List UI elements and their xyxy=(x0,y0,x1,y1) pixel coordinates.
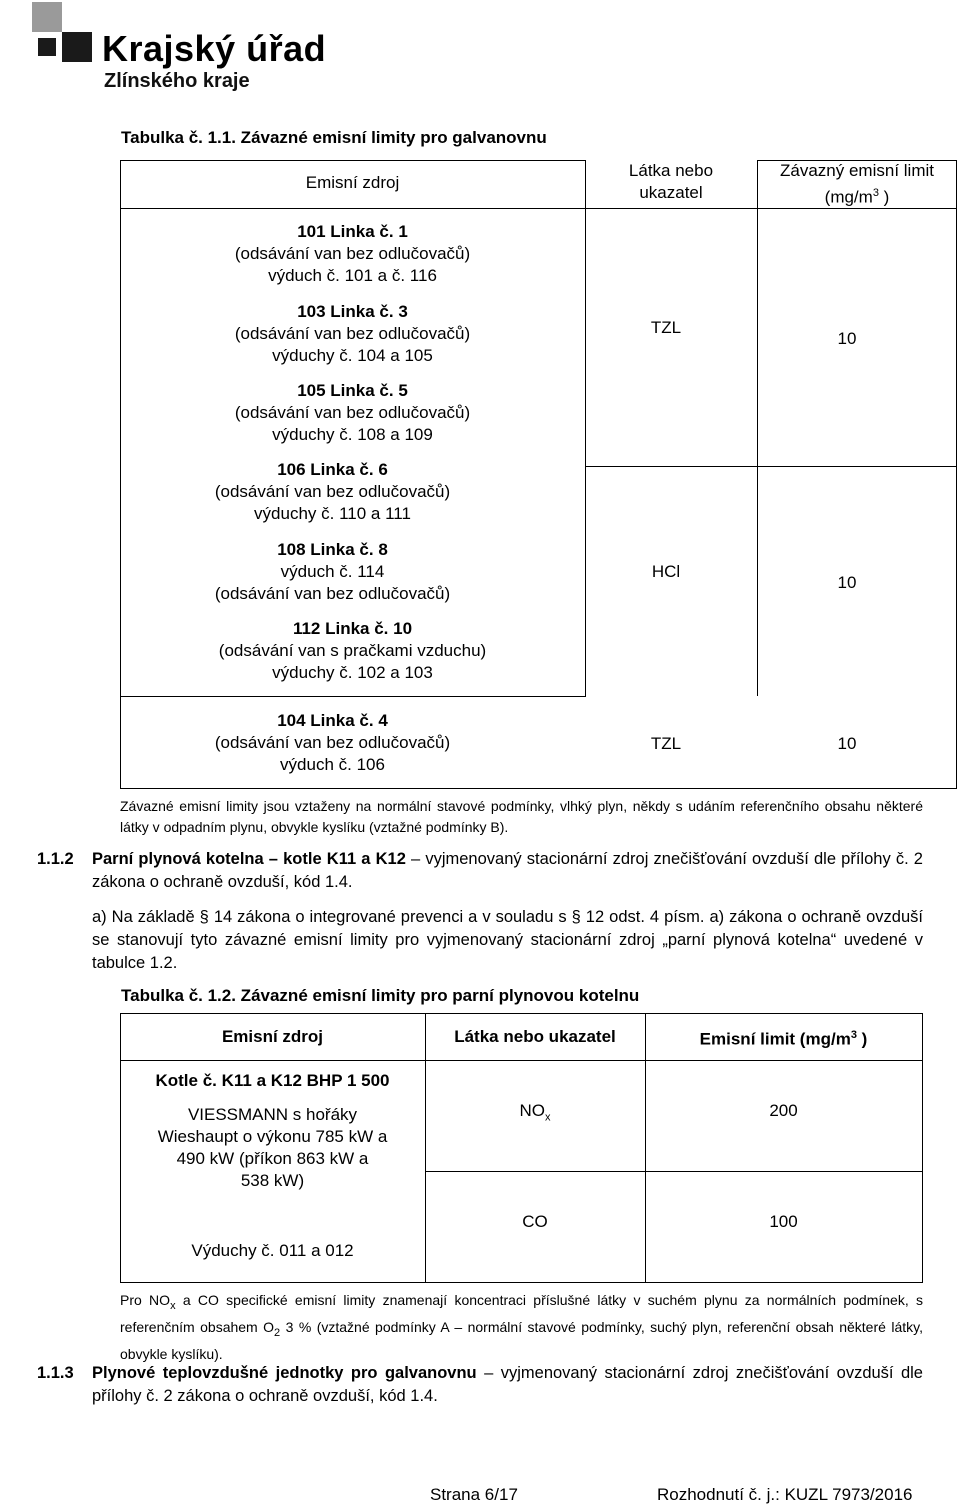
table2-row2-substance: CO xyxy=(522,1212,548,1231)
section-112-item-a: a) Na základě § 14 zákona o integrované prevenci a v souladu s § 12 odst. 4 písm. a) zákona o ochraně ovzduší se stanovují tyto závazné emisní limity pro vyjmenovaný stacionární zdroj „parní plynová kotelna“ uvedené v tabulce 1.2. xyxy=(92,908,923,972)
table1-header-limit: Závazný emisní limit ($mg/m^3$ ) xyxy=(780,161,934,207)
table2-header-source: Emisní zdroj xyxy=(221,1027,324,1046)
table1-caption: Tabulka č. 1.1. Závazné emisní limity pro galvanovnu xyxy=(121,128,547,147)
table2-caption: Tabulka č. 1.2. Závazné emisní limity pro parní plynovou kotelnu xyxy=(121,986,640,1005)
row3-limit: 10 xyxy=(837,734,857,753)
source-108: 108 Linka č. 8 výduch č. 114 (odsávání van bez odlučovačů) xyxy=(214,540,451,603)
footer-page-number: Strana 6/17 xyxy=(430,1485,518,1504)
source-101: 101 Linka č. 1 (odsávání van bez odlučovačů) výduch č. 101 a č. 116 xyxy=(234,222,471,285)
row1-limit: 10 xyxy=(837,329,857,348)
row2-limit: 10 xyxy=(837,573,857,592)
table2-source-desc: VIESSMANN s hořáky Wieshaupt o výkonu 785 kW a 490 kW (příkon 863 kW a 538 kW) xyxy=(157,1105,388,1190)
section-113-text: Plynové teplovzdušné jednotky pro galvanovnu – vyjmenovaný stacionární zdroj znečišťování ovzduší dle přílohy č. 2 zákona o ochraně ovzduší, kód 1.4. xyxy=(92,1364,923,1405)
logo-square-small xyxy=(38,38,56,56)
source-112: 112 Linka č. 10 (odsávání van s pračkami vzduchu) výduchy č. 102 a 103 xyxy=(218,619,487,682)
table2-note: Pro $NO_x$ a CO specifické emisní limity znamenají koncentraci příslušné látky v suchém plynu za normálních podmínek, s referenčním obsahem $O_2$ 3 % (vztažné podmínky A – normální stavové podmínky, suchý plyn, referenční obsah některé látky, obvykle kyslíku). xyxy=(120,1292,923,1362)
logo-subtitle: Zlínského kraje xyxy=(104,70,250,92)
table1-note: Závazné emisní limity jsou vztaženy na normální stavové podmínky, vlhký plyn, někdy s udáním referenčního obsahu některé látky v odpadním plynu, obvykle kyslíku (vztažné podmínky B). xyxy=(120,798,923,835)
source-103: 103 Linka č. 3 (odsávání van bez odlučovačů) výduchy č. 104 a 105 xyxy=(234,302,471,365)
table2-header-limit: Emisní limit ($mg/m^3$ ) xyxy=(699,1029,868,1049)
table2-row1-limit: 200 xyxy=(769,1101,798,1120)
table1-header-source: Emisní zdroj xyxy=(305,173,400,192)
row2-substance: HCl xyxy=(651,562,681,581)
logo-title: Krajský úřad xyxy=(102,28,327,69)
section-112-number: 1.1.2 xyxy=(37,850,74,868)
source-106: 106 Linka č. 6 (odsávání van bez odlučovačů) výduchy č. 110 a 111 xyxy=(214,460,451,523)
table2-row1-substance: $NO_x$ xyxy=(519,1101,551,1124)
section-112-text: Parní plynová kotelna – kotle K11 a K12 – vyjmenovaný stacionární zdroj znečišťování ovzduší dle přílohy č. 2 zákona o ochraně ovzduší, kód 1.4. xyxy=(92,850,923,891)
source-105: 105 Linka č. 5 (odsávání van bez odlučovačů) výduchy č. 108 a 109 xyxy=(234,381,471,444)
footer-reference: Rozhodnutí č. j.: KUZL 7973/2016 xyxy=(657,1485,913,1504)
logo-square-dark xyxy=(62,32,92,62)
table2-source-title: Kotle č. K11 a K12 BHP 1 500 xyxy=(155,1071,390,1090)
table2-row2-limit: 100 xyxy=(769,1212,798,1231)
row3-substance: TZL xyxy=(650,734,682,753)
table2-header-substance: Látka nebo ukazatel xyxy=(454,1027,616,1046)
logo-square-light xyxy=(32,2,62,32)
table1-header-substance: Látka nebo ukazatel xyxy=(628,161,714,202)
source-104: 104 Linka č. 4 (odsávání van bez odlučovačů) výduch č. 106 xyxy=(214,711,451,774)
section-113-number: 1.1.3 xyxy=(37,1364,74,1382)
row1-substance: TZL xyxy=(650,318,682,337)
table2-source-outlets: Výduchy č. 011 a 012 xyxy=(191,1241,354,1260)
